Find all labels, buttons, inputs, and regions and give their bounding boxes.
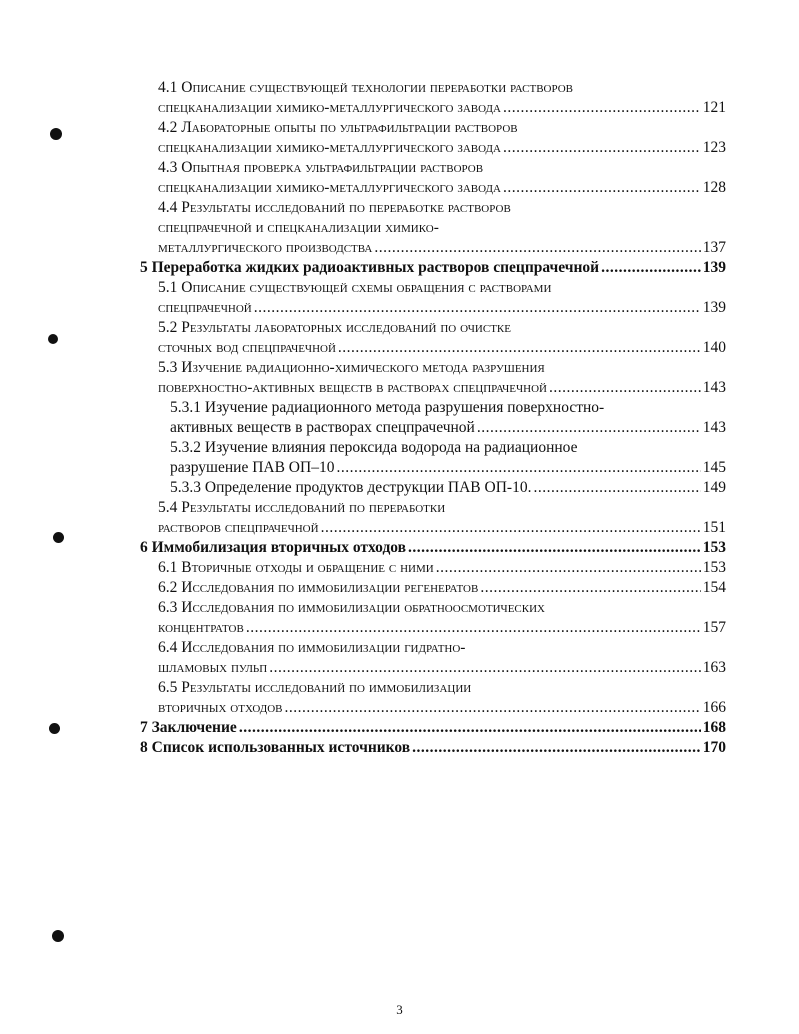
dot-leader <box>533 478 700 498</box>
toc-entry-line: 4.4 Результаты исследований по переработке растворов <box>158 199 511 216</box>
toc-entry-line: 5.2 Результаты лабораторных исследований по очистке <box>158 319 511 336</box>
binder-hole-mark <box>49 723 60 734</box>
toc-page-number: 143 <box>702 379 726 396</box>
toc-entry-line: 5.3.1 Изучение радиационного метода разрушения поверхностно- <box>170 399 605 416</box>
toc-entry[interactable] <box>140 678 726 718</box>
toc-entry-line: 5.4 Результаты исследований по переработки <box>158 499 446 516</box>
toc-entry-title: 6 Иммобилизация вторичных отходов <box>140 539 407 556</box>
dot-leader <box>254 298 701 318</box>
dot-leader <box>321 518 701 538</box>
toc-entry[interactable] <box>140 318 726 358</box>
toc-entry[interactable] <box>140 598 726 638</box>
toc-page-number: 121 <box>702 99 726 116</box>
table-of-contents <box>140 78 726 758</box>
page-number: 3 <box>396 1002 403 1017</box>
toc-entry-line: 4.2 Лабораторные опыты по ультрафильтрации растворов <box>158 119 518 136</box>
dot-leader <box>374 238 700 258</box>
toc-page-number: 140 <box>702 339 726 356</box>
toc-entry[interactable] <box>140 198 726 258</box>
toc-page-number: 170 <box>702 739 726 756</box>
dot-leader <box>269 658 701 678</box>
dot-leader <box>477 418 701 438</box>
toc-entry[interactable] <box>140 438 726 478</box>
binder-hole-mark <box>52 930 64 942</box>
toc-entry-title: концентратов <box>158 619 244 636</box>
dot-leader <box>338 338 701 358</box>
toc-entry-title: 6.2 Исследования по иммобилизации регенератов <box>158 579 479 596</box>
toc-page-number: 137 <box>702 239 726 256</box>
toc-entry[interactable] <box>140 538 726 558</box>
toc-entry-title: растворов спецпрачечной <box>158 519 319 536</box>
toc-page-number: 163 <box>702 659 726 676</box>
toc-entry[interactable] <box>140 578 726 598</box>
toc-entry[interactable] <box>140 638 726 678</box>
toc-entry[interactable] <box>140 118 726 158</box>
toc-entry-title: спецканализации химико-металлургического завода <box>158 179 501 196</box>
dot-leader <box>480 578 700 598</box>
toc-entry-title: разрушение ПАВ ОП–10 <box>170 459 335 476</box>
binder-hole-mark <box>53 532 64 543</box>
toc-entry-title: спецканализации химико-металлургического завода <box>158 99 501 116</box>
toc-entry-title: 5.3.3 Определение продуктов деструкции ПАВ ОП-10. <box>170 479 532 496</box>
toc-entry-title: металлургического производства <box>158 239 373 256</box>
toc-page-number: 154 <box>702 579 726 596</box>
toc-entry-title: 6.1 Вторичные отходы и обращение с ними <box>158 559 434 576</box>
toc-entry[interactable] <box>140 718 726 738</box>
toc-entry-line: 4.1 Описание существующей технологии переработки растворов <box>158 79 574 96</box>
dot-leader <box>503 138 701 158</box>
dot-leader <box>246 618 701 638</box>
toc-page-number: 151 <box>702 519 726 536</box>
toc-entry-line: 4.3 Опытная проверка ультрафильтрации растворов <box>158 159 484 176</box>
toc-entry[interactable] <box>140 78 726 118</box>
toc-entry-title: 8 Список использованных источников <box>140 739 411 756</box>
toc-entry-line: 6.3 Исследования по иммобилизации обратноосмотических <box>158 599 545 616</box>
dot-leader <box>239 718 701 738</box>
toc-page-number: 123 <box>702 139 726 156</box>
dot-leader <box>336 458 700 478</box>
toc-entry[interactable] <box>140 278 726 318</box>
toc-entry-line: спецпрачечной и спецканализации химико- <box>158 219 439 236</box>
toc-page-number: 149 <box>702 479 726 496</box>
toc-entry-line: 6.5 Результаты исследований по иммобилизации <box>158 679 472 696</box>
toc-entry-title: шламовых пульп <box>158 659 268 676</box>
dot-leader <box>549 378 701 398</box>
dot-leader <box>408 538 701 558</box>
toc-entry[interactable] <box>140 738 726 758</box>
toc-page-number: 139 <box>702 259 726 276</box>
binder-hole-mark <box>48 334 58 344</box>
toc-entry-title: вторичных отходов <box>158 699 283 716</box>
toc-page-number: 157 <box>702 619 726 636</box>
toc-entry[interactable] <box>140 498 726 538</box>
toc-entry-title: спецканализации химико-металлургического завода <box>158 139 501 156</box>
toc-page-number: 153 <box>702 559 726 576</box>
toc-entry[interactable] <box>140 158 726 198</box>
toc-entry-line: 5.1 Описание существующей схемы обращения с растворами <box>158 279 552 296</box>
toc-entry-title: сточных вод спецпрачечной <box>158 339 336 356</box>
toc-entry-title: спецпрачечной <box>158 299 252 316</box>
dot-leader <box>601 258 701 278</box>
toc-entry[interactable] <box>140 398 726 438</box>
toc-entry-title: 5 Переработка жидких радиоактивных растворов спецпрачечной <box>140 259 600 276</box>
toc-entry[interactable] <box>140 258 726 278</box>
dot-leader <box>503 98 701 118</box>
toc-entry-title: 7 Заключение <box>140 719 237 736</box>
toc-entry-line: 5.3 Изучение радиационно-химического метода разрушения <box>158 359 545 376</box>
dot-leader <box>436 558 701 578</box>
binder-hole-mark <box>50 128 62 140</box>
toc-entry[interactable] <box>140 358 726 398</box>
dot-leader <box>503 178 701 198</box>
toc-entry-title: активных веществ в растворах спецпрачечной <box>170 419 475 436</box>
toc-page-number: 168 <box>702 719 726 736</box>
toc-entry-title: поверхностно-активных веществ в растворах спецпрачечной <box>158 379 547 396</box>
dot-leader <box>285 698 701 718</box>
toc-entry[interactable] <box>140 558 726 578</box>
dot-leader <box>412 738 701 758</box>
toc-page-number: 128 <box>702 179 726 196</box>
toc-page-number: 139 <box>702 299 726 316</box>
toc-entry[interactable] <box>140 478 726 498</box>
toc-entry-line: 5.3.2 Изучение влияния пероксида водорода на радиационное <box>170 439 578 456</box>
toc-page-number: 143 <box>702 419 726 436</box>
toc-page-number: 153 <box>702 539 726 556</box>
toc-page-number: 145 <box>702 459 726 476</box>
toc-page-number: 166 <box>702 699 726 716</box>
toc-entry-line: 6.4 Исследования по иммобилизации гидратно- <box>158 639 466 656</box>
